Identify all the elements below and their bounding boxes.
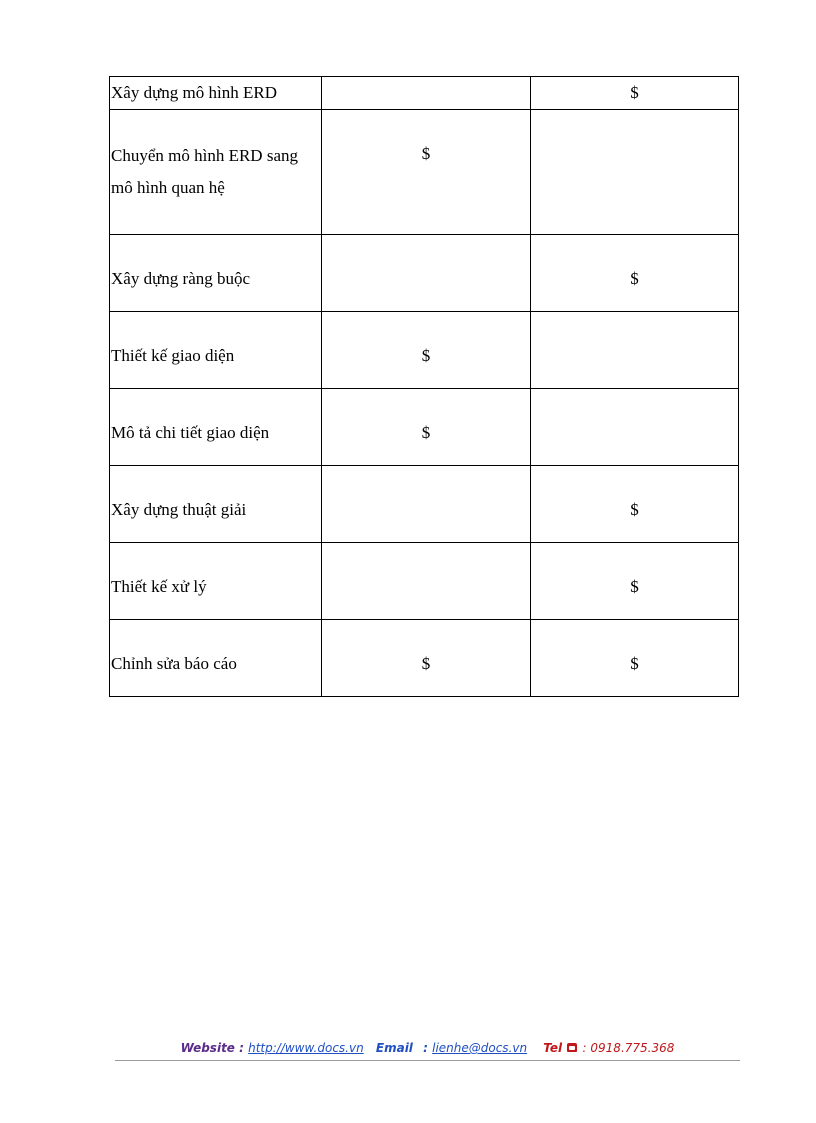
tel-label: Tel xyxy=(543,1041,563,1055)
table-row xyxy=(110,620,739,697)
mark-cell xyxy=(322,77,531,110)
email-separator: : xyxy=(423,1041,428,1055)
mark-cell xyxy=(322,620,531,697)
dollar-mark: $ xyxy=(630,500,639,519)
table-row xyxy=(110,110,739,235)
table-row xyxy=(110,235,739,312)
mark-cell xyxy=(531,77,739,110)
table-row xyxy=(110,389,739,466)
website-label: Website : xyxy=(180,1041,244,1055)
mark-cell xyxy=(531,543,739,620)
page-footer xyxy=(115,1041,740,1061)
mark-cell xyxy=(322,389,531,466)
task-cell: Thiết kế xử lý xyxy=(110,543,322,620)
mark-cell xyxy=(531,620,739,697)
table-row xyxy=(110,312,739,389)
dollar-mark: $ xyxy=(630,654,639,673)
dollar-mark: $ xyxy=(421,423,431,442)
phone-icon xyxy=(567,1043,577,1052)
dollar-mark: $ xyxy=(630,269,639,288)
task-cell: Xây dựng thuật giải xyxy=(110,466,322,543)
task-cell: Xây dựng mô hình ERD xyxy=(110,77,322,110)
mark-cell xyxy=(531,312,739,389)
mark-cell xyxy=(322,110,531,235)
email-link[interactable]: lienhe@docs.vn xyxy=(432,1041,528,1055)
table-row xyxy=(110,77,739,110)
dollar-mark: $ xyxy=(421,346,431,365)
email-label: Email xyxy=(375,1041,413,1055)
task-cell: Chuyển mô hình ERD sang mô hình quan hệ xyxy=(110,110,322,235)
dollar-mark: $ xyxy=(421,654,431,673)
dollar-mark: $ xyxy=(630,577,639,596)
tel-value: : 0918.775.368 xyxy=(582,1041,675,1055)
dollar-mark: $ xyxy=(630,83,639,102)
task-assignment-table xyxy=(109,76,739,697)
task-cell: Mô tả chi tiết giao diện xyxy=(110,389,322,466)
table-row xyxy=(110,543,739,620)
mark-cell xyxy=(322,466,531,543)
table-row xyxy=(110,466,739,543)
mark-cell xyxy=(531,466,739,543)
mark-cell xyxy=(531,235,739,312)
mark-cell xyxy=(531,110,739,235)
mark-cell xyxy=(322,235,531,312)
website-link[interactable]: http://www.docs.vn xyxy=(248,1041,364,1055)
task-cell: Xây dựng ràng buộc xyxy=(110,235,322,312)
mark-cell xyxy=(322,543,531,620)
dollar-mark: $ xyxy=(421,144,431,163)
mark-cell xyxy=(322,312,531,389)
task-cell: Chỉnh sửa báo cáo xyxy=(110,620,322,697)
mark-cell xyxy=(531,389,739,466)
task-cell: Thiết kế giao diện xyxy=(110,312,322,389)
